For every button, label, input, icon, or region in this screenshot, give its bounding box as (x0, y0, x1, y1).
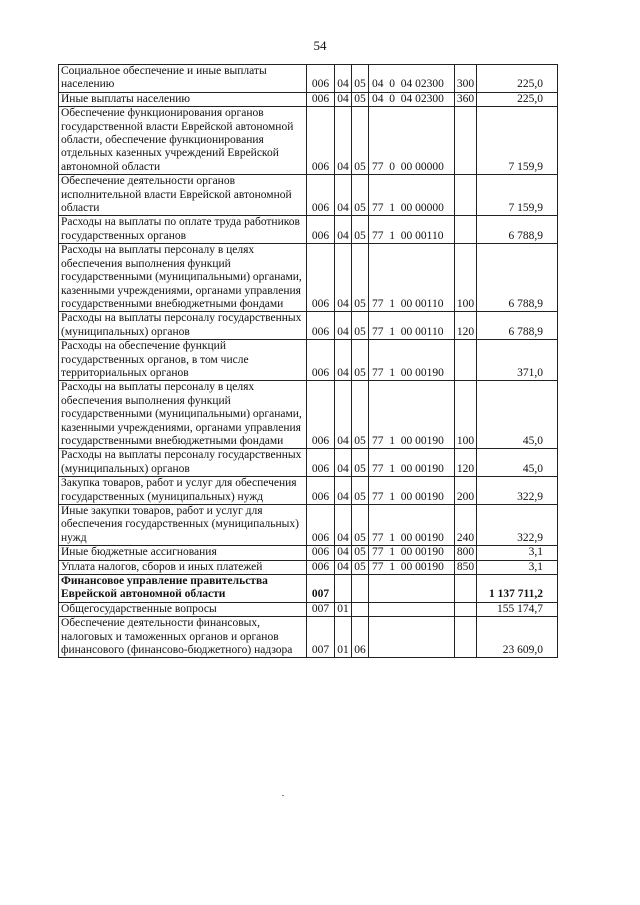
table-row (59, 107, 558, 175)
cell-section (335, 575, 352, 603)
cell-section: 04 (335, 107, 352, 175)
scan-speck (282, 795, 284, 796)
cell-section: 04 (335, 381, 352, 449)
cell-subsection: 05 (352, 505, 369, 546)
cell-admin-code: 006 (307, 216, 335, 244)
cell-name: Финансовое управление правительства Еврейской автономной области (59, 575, 307, 603)
cell-subsection: 05 (352, 312, 369, 340)
cell-admin-code: 006 (307, 312, 335, 340)
cell-admin-code: 007 (307, 575, 335, 603)
table-row (59, 312, 558, 340)
cell-expense-type: 360 (455, 92, 477, 106)
cell-section: 04 (335, 560, 352, 574)
cell-admin-code: 006 (307, 340, 335, 381)
cell-subsection: 05 (352, 65, 369, 93)
cell-expense-type (455, 602, 477, 616)
cell-subsection: 05 (352, 244, 369, 312)
cell-name: Расходы на выплаты персоналу государственных (муниципальных) органов (59, 449, 307, 477)
cell-subsection: 05 (352, 340, 369, 381)
cell-target-article (369, 602, 455, 616)
cell-subsection: 06 (352, 617, 369, 658)
cell-target-article: 77 1 00 00190 (369, 546, 455, 560)
cell-amount: 225,0 (477, 92, 558, 106)
cell-name: Расходы на выплаты по оплате труда работников государственных органов (59, 216, 307, 244)
cell-name: Иные бюджетные ассигнования (59, 546, 307, 560)
table-row (59, 602, 558, 616)
cell-name: Иные выплаты населению (59, 92, 307, 106)
cell-section: 04 (335, 477, 352, 505)
cell-target-article: 77 1 00 00190 (369, 477, 455, 505)
cell-target-article: 77 1 00 00190 (369, 381, 455, 449)
table-row (59, 546, 558, 560)
cell-target-article: 04 0 04 02300 (369, 92, 455, 106)
cell-subsection: 05 (352, 92, 369, 106)
cell-amount: 155 174,7 (477, 602, 558, 616)
cell-amount: 45,0 (477, 381, 558, 449)
table-row (59, 560, 558, 574)
cell-section: 01 (335, 602, 352, 616)
cell-target-article: 77 1 00 00190 (369, 560, 455, 574)
table-row (59, 92, 558, 106)
cell-amount: 1 137 711,2 (477, 575, 558, 603)
cell-section: 04 (335, 449, 352, 477)
cell-amount: 322,9 (477, 477, 558, 505)
cell-target-article: 77 1 00 00110 (369, 244, 455, 312)
cell-amount: 3,1 (477, 560, 558, 574)
cell-admin-code: 006 (307, 449, 335, 477)
cell-expense-type (455, 575, 477, 603)
cell-expense-type: 100 (455, 244, 477, 312)
cell-name: Обеспечение деятельности органов исполнительной власти Еврейской автономной области (59, 175, 307, 216)
cell-subsection: 05 (352, 216, 369, 244)
cell-amount: 6 788,9 (477, 216, 558, 244)
cell-target-article: 77 1 00 00190 (369, 449, 455, 477)
cell-section: 04 (335, 175, 352, 216)
cell-amount: 322,9 (477, 505, 558, 546)
cell-expense-type: 100 (455, 381, 477, 449)
cell-target-article: 77 1 00 00190 (369, 505, 455, 546)
cell-expense-type: 300 (455, 65, 477, 93)
cell-subsection: 05 (352, 477, 369, 505)
cell-expense-type (455, 216, 477, 244)
cell-expense-type: 120 (455, 449, 477, 477)
cell-amount: 3,1 (477, 546, 558, 560)
table-row (59, 381, 558, 449)
cell-target-article: 77 1 00 00190 (369, 340, 455, 381)
cell-expense-type: 240 (455, 505, 477, 546)
cell-name: Обеспечение функционирования органов государственной власти Еврейской автономной области, обеспечение функционирования отдельных казенных учреждений Еврейской автономной области (59, 107, 307, 175)
cell-admin-code: 006 (307, 92, 335, 106)
cell-name: Закупка товаров, работ и услуг для обеспечения государственных (муниципальных) нужд (59, 477, 307, 505)
cell-name: Иные закупки товаров, работ и услуг для обеспечения государственных (муниципальных) нужд (59, 505, 307, 546)
cell-expense-type: 200 (455, 477, 477, 505)
cell-name: Уплата налогов, сборов и иных платежей (59, 560, 307, 574)
cell-section: 04 (335, 312, 352, 340)
cell-amount: 6 788,9 (477, 312, 558, 340)
table-row (59, 175, 558, 216)
table-row (59, 575, 558, 603)
cell-name: Расходы на обеспечение функций государственных органов, в том числе территориальных органов (59, 340, 307, 381)
cell-target-article: 04 0 04 02300 (369, 65, 455, 93)
cell-admin-code: 006 (307, 381, 335, 449)
cell-amount: 23 609,0 (477, 617, 558, 658)
cell-expense-type: 120 (455, 312, 477, 340)
table-body (59, 65, 558, 658)
cell-admin-code: 006 (307, 546, 335, 560)
cell-admin-code: 007 (307, 617, 335, 658)
cell-subsection: 05 (352, 107, 369, 175)
cell-section: 04 (335, 92, 352, 106)
cell-amount: 371,0 (477, 340, 558, 381)
cell-section: 04 (335, 505, 352, 546)
cell-admin-code: 006 (307, 560, 335, 574)
table-row (59, 449, 558, 477)
table-row (59, 505, 558, 546)
cell-target-article (369, 575, 455, 603)
cell-subsection (352, 575, 369, 603)
cell-admin-code: 006 (307, 477, 335, 505)
table-row (59, 216, 558, 244)
cell-section: 04 (335, 340, 352, 381)
table-row (59, 617, 558, 658)
cell-name: Обеспечение деятельности финансовых, налоговых и таможенных органов и органов финансового (финансово-бюджетного) надзора (59, 617, 307, 658)
page-number: 54 (313, 38, 327, 53)
cell-section: 01 (335, 617, 352, 658)
cell-name: Расходы на выплаты персоналу в целях обеспечения выполнения функций государственными (муниципальными) органами, казенными учреждениями, органами управления государственными внебюджетными фондами (59, 381, 307, 449)
cell-subsection: 05 (352, 381, 369, 449)
cell-target-article (369, 617, 455, 658)
cell-admin-code: 006 (307, 175, 335, 216)
table-row (59, 477, 558, 505)
cell-admin-code: 006 (307, 505, 335, 546)
cell-section: 04 (335, 216, 352, 244)
cell-section: 04 (335, 65, 352, 93)
cell-expense-type: 800 (455, 546, 477, 560)
cell-admin-code: 006 (307, 107, 335, 175)
table-row (59, 244, 558, 312)
cell-section: 04 (335, 546, 352, 560)
budget-table (58, 64, 558, 658)
cell-name: Социальное обеспечение и иные выплаты населению (59, 65, 307, 93)
table-row (59, 340, 558, 381)
cell-admin-code: 006 (307, 65, 335, 93)
cell-name: Расходы на выплаты персоналу в целях обеспечения выполнения функций государственными (муниципальными) органами, казенными учреждениями, органами управления государственными внебюджетными фондами (59, 244, 307, 312)
cell-target-article: 77 1 00 00000 (369, 175, 455, 216)
table-row (59, 65, 558, 93)
cell-expense-type: 850 (455, 560, 477, 574)
cell-name: Общегосударственные вопросы (59, 602, 307, 616)
cell-expense-type (455, 617, 477, 658)
cell-expense-type (455, 340, 477, 381)
cell-target-article: 77 1 00 00110 (369, 216, 455, 244)
cell-admin-code: 007 (307, 602, 335, 616)
cell-name: Расходы на выплаты персоналу государственных (муниципальных) органов (59, 312, 307, 340)
cell-subsection (352, 602, 369, 616)
cell-expense-type (455, 107, 477, 175)
cell-section: 04 (335, 244, 352, 312)
cell-subsection: 05 (352, 175, 369, 216)
cell-amount: 7 159,9 (477, 175, 558, 216)
cell-subsection: 05 (352, 546, 369, 560)
cell-admin-code: 006 (307, 244, 335, 312)
cell-expense-type (455, 175, 477, 216)
cell-amount: 45,0 (477, 449, 558, 477)
cell-target-article: 77 1 00 00110 (369, 312, 455, 340)
cell-amount: 7 159,9 (477, 107, 558, 175)
cell-target-article: 77 0 00 00000 (369, 107, 455, 175)
cell-amount: 6 788,9 (477, 244, 558, 312)
cell-subsection: 05 (352, 560, 369, 574)
cell-amount: 225,0 (477, 65, 558, 93)
cell-subsection: 05 (352, 449, 369, 477)
